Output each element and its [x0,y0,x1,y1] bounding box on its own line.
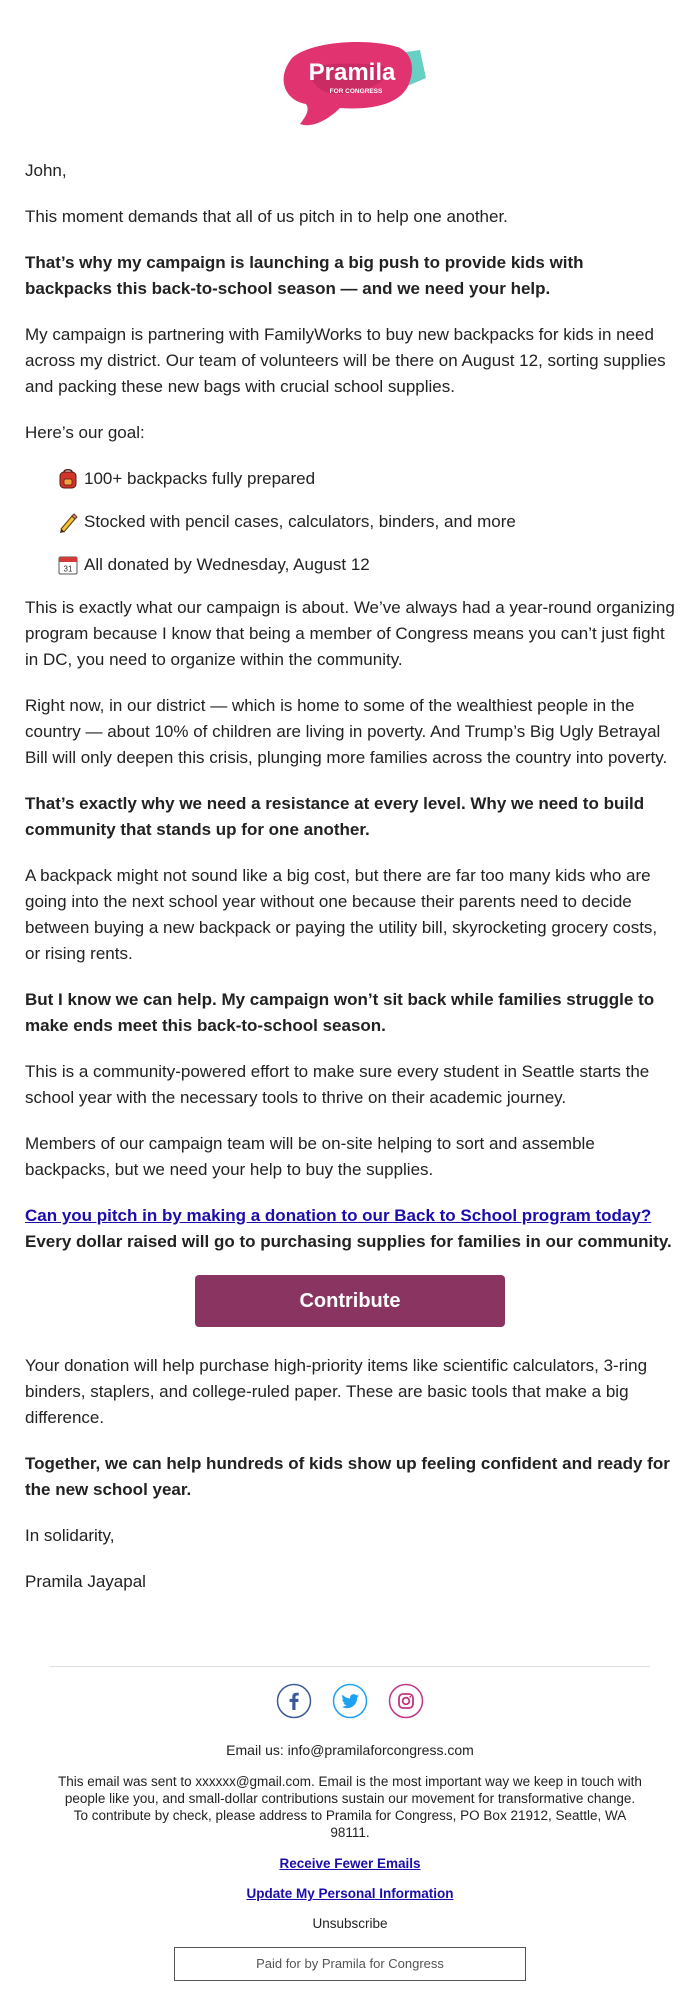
paragraph-backpack-cost: A backpack might not sound like a big cost, but there are far too many kids who are going into the next school year without one because their parents need to decide between buying a new backpack or paying the utility bill, skyrocketing grocery costs, or rising rents. [25,866,658,963]
cta-after-text: Every dollar raised will go to purchasing supplies for families in our community. [25,1232,672,1251]
instagram-icon[interactable] [388,1683,424,1719]
pramila-logo [270,28,430,132]
logo-header [0,28,700,132]
donation-link[interactable]: Can you pitch in by making a donation to our Back to School program today? [25,1206,652,1225]
calendar-day: 31 [63,564,73,574]
unsubscribe-link[interactable]: Unsubscribe [312,1916,388,1931]
signature: Pramila Jayapal [25,1572,146,1591]
twitter-icon[interactable] [332,1683,368,1719]
paragraph-cta [25,1203,675,1255]
paragraph-team-onsite: Members of our campaign team will be on-site helping to sort and assemble backpacks, but we need your help to buy the supplies. [25,1134,595,1179]
goal-text: All donated by Wednesday, August 12 [84,555,370,574]
contribute-button[interactable]: Contribute [195,1275,505,1327]
email-body [25,158,675,1615]
paid-for-box: Paid for by Pramila for Congress [174,1947,526,1981]
paragraph-together: Together, we can help hundreds of kids show up feeling confident and ready for the new school year. [25,1454,670,1499]
backpack-icon [57,468,79,490]
contribute-row [25,1275,675,1327]
email-us-text: Email us: info@pramilaforcongress.com [226,1742,474,1758]
paragraph-we-can-help: But I know we can help. My campaign won’t sit back while families struggle to make ends meet this back-to-school season. [25,990,655,1035]
paragraph-donation-use: Your donation will help purchase high-priority items like scientific calculators, 3-ring binders, staplers, and college-ruled paper. These are basic tools that make a big difference. [25,1356,648,1427]
facebook-icon[interactable] [276,1683,312,1719]
footer-divider [50,1666,650,1667]
footer-disclaimer: This email was sent to xxxxxx@gmail.com. Email is the most important way we keep in touch with people like you, and small-dollar contributions sustain our movement for transformative change. To contribute by check, please address to Pramila for Congress, PO Box 21912, Seattle, WA 98111. [58,1774,642,1840]
goal-text: Stocked with pencil cases, calculators, binders, and more [84,512,516,531]
goal-item [57,466,675,492]
calendar-icon [57,554,79,576]
paragraph-intro: This moment demands that all of us pitch in to help one another. [25,207,508,226]
goal-item [57,509,675,535]
paragraph-familyworks: My campaign is partnering with FamilyWorks to buy new backpacks for kids in need across my district. Our team of volunteers will be there on August 12, sorting supplies and packing these new bags with crucial school supplies. [25,325,666,396]
paragraph-organizing: This is exactly what our campaign is about. We’ve always had a year-round organizing program because I know that being a member of Congress means you can’t just fight in DC, you need to organize within the community. [25,598,675,669]
social-links [0,1683,700,1719]
closing: In solidarity, [25,1526,115,1545]
paragraph-goal-heading: Here’s our goal: [25,423,145,442]
paragraph-resistance: That’s exactly why we need a resistance at every level. Why we need to build community that stands up for one another. [25,794,645,839]
goal-list [25,466,675,578]
goal-text: 100+ backpacks fully prepared [84,469,316,488]
pencil-icon [57,511,79,533]
greeting: John, [25,161,67,180]
paragraph-poverty: Right now, in our district — which is home to some of the wealthiest people in the country — about 10% of children are living in poverty. And Trump’s Big Ugly Betrayal Bill will only deepen this crisis, plunging more families across the country into poverty. [25,696,668,767]
paragraph-community-effort: This is a community-powered effort to make sure every student in Seattle starts the school year with the necessary tools to thrive on their academic journey. [25,1062,650,1107]
email-footer [0,1666,700,1981]
goal-item [57,552,675,578]
update-info-link[interactable]: Update My Personal Information [246,1886,454,1901]
logo-sub: FOR CONGRESS [329,88,383,95]
receive-fewer-emails-link[interactable]: Receive Fewer Emails [279,1856,421,1871]
logo-name: Pramila [308,59,396,86]
paragraph-campaign-push: That’s why my campaign is launching a big push to provide kids with backpacks this back-to-school season — and we need your help. [25,253,584,298]
